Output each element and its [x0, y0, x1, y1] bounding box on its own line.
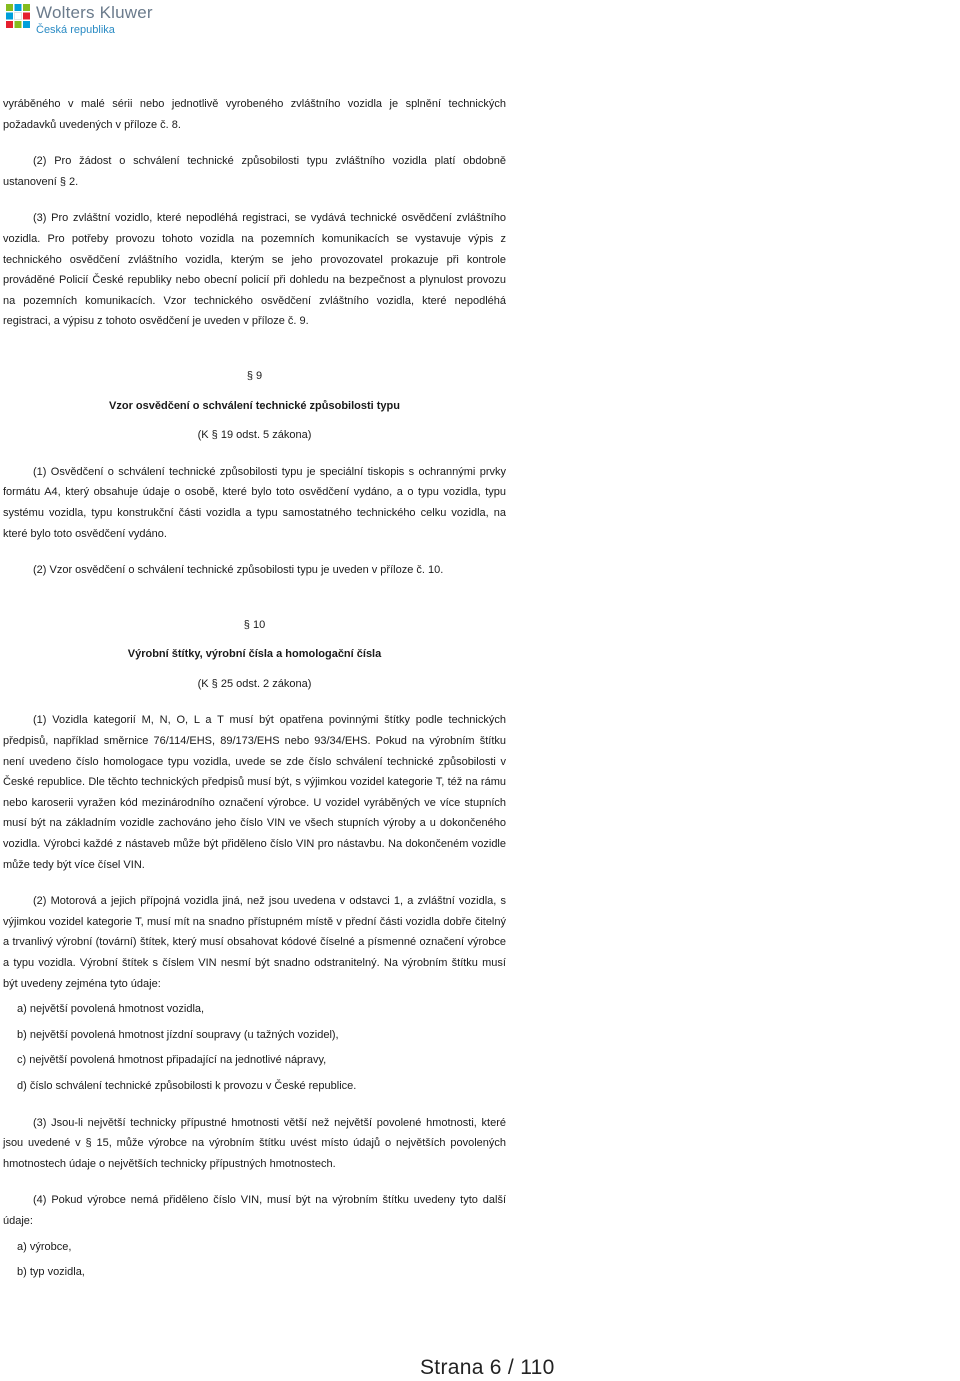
wk-logo-icon [6, 4, 30, 28]
brand-subtitle: Česká republika [36, 24, 115, 36]
section-9-reference: (K § 19 odst. 5 zákona) [197, 429, 312, 442]
list-item: a) největší povolená hmotnost vozidla, [17, 1003, 205, 1016]
section-9-number: § 9 [246, 369, 263, 382]
paragraph-9-1: (1) Osvědčení o schválení technické způsobilosti typu je speciální tiskopis s ochrannými prvky formátu A4, který obsahuje údaje o osobě, které bylo toto osvědčení vydáno, a o typu vozidla, typu systému vozidla, typu konstrukční části vozidla a typu samostatného technického celku vozidla, na které bylo toto osvědčení vydáno. [3, 465, 506, 540]
section-9-title: Vzor osvědčení o schválení technické způsobilosti typu [109, 399, 400, 412]
page-number: Strana 6 / 110 [420, 1356, 555, 1379]
paragraph-10-2: (2) Motorová a jejich přípojná vozidla jiná, než jsou uvedena v odstavci 1, a zvláštní vozidla, s výjimkou vozidel kategorie T, musí mít na snadno přístupném místě v přední části vozidla dobře čitelný a trvanlivý výrobní (tovární) štítek, který musí obsahovat kódové číselné a písmenné označení výrobce a typu vozidla. Výrobní štítek s číslem VIN nesmí být snadno odstranitelný. Na výrobním štítku musí být uvedeny zejména tyto údaje: [3, 895, 506, 990]
list-item: d) číslo schválení technické způsobilosti k provozu v České republice. [17, 1079, 357, 1092]
brand-name: Wolters Kluwer [36, 3, 153, 22]
list-item: c) největší povolená hmotnost připadající na jednotlivé nápravy, [17, 1054, 327, 1067]
paragraph-continuation: vyráběného v malé sérii nebo jednotlivě vyrobeného zvláštního vozidla je splnění technických požadavků uvedených v příloze č. 8. [3, 98, 506, 131]
list-item: b) typ vozidla, [17, 1266, 85, 1279]
paragraph-10-3: (3) Jsou-li největší technicky přípustné hmotnosti větší než největší povolené hmotnosti, které jsou uvedené v § 15, může výrobce na výrobním štítku uvést místo údajů o největších povolených hmotnostech údaje o největších technicky přípustných hmotnostech. [3, 1116, 506, 1170]
paragraph-8-2: (2) Pro žádost o schválení technické způsobilosti typu zvláštního vozidla platí obdobně ustanovení § 2. [3, 155, 506, 188]
section-10-reference: (K § 25 odst. 2 zákona) [197, 677, 312, 690]
list-item: b) největší povolená hmotnost jízdní soupravy (u tažných vozidel), [17, 1028, 339, 1041]
paragraph-9-2: (2) Vzor osvědčení o schválení technické způsobilosti typu je uveden v příloze č. 10. [33, 564, 444, 577]
list-item: a) výrobce, [17, 1240, 72, 1253]
document-body [3, 94, 506, 1283]
section-10-number: § 10 [243, 618, 266, 631]
paragraph-10-4: (4) Pokud výrobce nemá přiděleno číslo VIN, musí být na výrobním štítku uvedeny tyto další údaje: [3, 1194, 506, 1227]
paragraph-10-1: (1) Vozidla kategorií M, N, O, L a T musí být opatřena povinnými štítky podle technických předpisů, například směrnice 76/114/EHS, 89/173/EHS nebo 93/34/EHS. Pokud na výrobním štítku není uvedeno číslo homologace typu vozidla, uvede se zde číslo schválení technické způsobilosti v České republice. Dle těchto technických předpisů musí být, s výjimkou vozidel kategorie T, též na rámu nebo karoserii vyražen kód mezinárodního označení výrobce. U vozidel vyráběných ve více stupních musí být na základním vozidle zachováno jeho číslo VIN ve všech stupních výroby a u dokončeného vozidla. Výrobci každé z nástaveb může být přiděleno číslo VIN pro nástavbu. Na dokončeném vozidle může tedy být více čísel VIN. [3, 714, 506, 871]
paragraph-8-3: (3) Pro zvláštní vozidlo, které nepodléhá registraci, se vydává technické osvědčení zvláštního vozidla. Pro potřeby provozu tohoto vozidla na pozemních komunikacích se vystavuje výpis z technického osvědčení zvláštního vozidla, kterým se jeho provozovatel prokazuje při kontrole prováděné Policií České republiky nebo obecní policií při dohledu na bezpečnost a plynulost provozu na pozemních komunikacích. Vzor technického osvědčení zvláštního vozidla, které nepodléhá registraci, a výpisu z tohoto osvědčení je uveden v příloze č. 9. [3, 212, 506, 328]
publisher-logo [6, 4, 153, 37]
section-10-title: Výrobní štítky, výrobní čísla a homologační čísla [127, 648, 382, 661]
